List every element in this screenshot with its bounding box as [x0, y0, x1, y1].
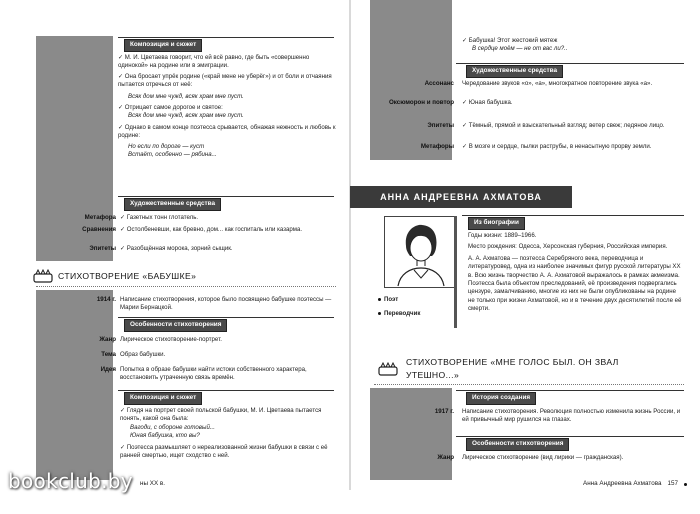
author-portrait-icon [384, 216, 456, 288]
footer-dot [684, 483, 687, 486]
paragraph: ✓ Отрицает самое дорогое и святое: [118, 104, 223, 112]
row-text: Чередование звуков «о», «а», многократное повторение звука «а». [462, 80, 653, 87]
label-theme: Тема [101, 351, 116, 358]
footer-author: Анна Андреевна Ахматова [583, 479, 662, 487]
year-label: 1917 г. [434, 408, 454, 415]
row-text: ✓ Юная бабушка. [462, 99, 513, 106]
divider [118, 37, 334, 38]
section-heading: Художественные средства [124, 198, 221, 211]
paragraph: ✓ Глядя на портрет своей польской бабушки, М. И. Цветаева пытается понять, какой она была: [120, 407, 322, 423]
row-text: Лирическое стихотворение (вид лирики — гражданская). [462, 454, 624, 461]
label-idea: Идея [100, 366, 116, 373]
row-text: Написание стихотворения. Революция полностью изменила жизнь России, и ей привычный мир рушился на глазах. [462, 408, 681, 424]
divider [462, 215, 684, 216]
composition-block-2 [120, 407, 334, 460]
label-epithets: Эпитеты [427, 122, 454, 129]
divider [456, 390, 684, 391]
row-text: ✓ Тёмный, прямой и взыскательный взгляд; ветер свеж; ледяное лицо. [462, 122, 665, 129]
role-label: Переводчик [384, 310, 421, 317]
row-text: ✓ Разобщённая морока, зорний сыщик. [120, 245, 233, 252]
poem-icon [33, 269, 53, 283]
quote: Но если по дороге — куст [128, 142, 205, 150]
quote: Встаёт, особенно — рябина... [128, 151, 217, 159]
section-heading: Композиция и сюжет [124, 392, 202, 405]
left-page [0, 0, 350, 490]
section-heading: История создания [466, 392, 536, 405]
section-heading: Композиция и сюжет [124, 39, 202, 52]
role-label: Поэт [384, 296, 399, 303]
page-number: 157 [667, 479, 678, 487]
label-epithets: Эпитеты [89, 245, 116, 252]
divider [456, 63, 684, 64]
poem-title: СТИХОТВОРЕНИЕ «БАБУШКЕ» [58, 271, 197, 281]
divider [456, 436, 684, 437]
right-footer [530, 478, 690, 490]
divider [118, 317, 334, 318]
author-name: АННА АНДРЕЕВНА АХМАТОВА [380, 191, 542, 202]
quote: Вагоди, с обороне готовый... [130, 423, 215, 431]
label-oxymoron: Оксюморон и повтор [388, 99, 454, 106]
bio-years: Годы жизни: 1889–1966. [468, 232, 537, 239]
paragraph: ✓ М. И. Цветаева говорит, что ей всё равно, где быть «совершенно одинокой» на родине или в эмиграции. [118, 54, 310, 70]
bio-sidebar [454, 216, 457, 328]
row-text: Написание стихотворения, которое было посвящено бабушке поэтессы — Марии Бернацкой. [120, 296, 332, 312]
top-quote: В сердце моём — не от вас ли?.. [472, 45, 568, 52]
section-heading: Художественные средства [466, 65, 563, 78]
right-page [350, 0, 700, 490]
quote: Юная бабушка, кто вы? [130, 432, 200, 440]
top-quote: ✓ Бабушка! Этот жестокий мятеж [462, 37, 558, 44]
watermark: bookclub.by [8, 469, 133, 493]
label-genre: Жанр [99, 336, 116, 343]
quote: Всяк дом мне чужд, всяк храм мне пуст. [128, 112, 244, 120]
composition-block [118, 54, 336, 159]
author-header [350, 186, 572, 208]
dotted-rule [374, 384, 684, 385]
row-text: ✓ Остолбеневши, как бревно, дом... как госпиталь или казарма. [120, 226, 303, 233]
year-label: 1914 г. [96, 296, 116, 303]
poem-icon [378, 362, 398, 376]
label-metaphors: Метафоры [420, 143, 454, 150]
footer-text: ны XX в. [140, 479, 165, 487]
divider [118, 196, 334, 197]
role-translator [378, 310, 448, 318]
section-heading: Особенности стихотворения [466, 438, 569, 451]
left-footer [140, 478, 200, 490]
biography-block [468, 232, 684, 314]
bio-place: Место рождения: Одесса, Херсонская губерния, Российская империя. [468, 243, 668, 251]
row-text: Лирическое стихотворение-портрет. [120, 336, 222, 343]
divider [118, 390, 334, 391]
label-comparison: Сравнения [82, 226, 116, 233]
label-assonance: Ассонанс [424, 80, 454, 87]
label-genre: Жанр [437, 454, 454, 461]
poem-title-line2: УТЕШНО...» [406, 370, 460, 380]
role-poet [378, 296, 448, 304]
row-text: ✓ В мозге и сердце, пылки раструбы, в ненасытную прорву земли. [462, 143, 652, 150]
quote: Всяк дом мне чужд, всяк храм мне пуст. [128, 92, 244, 100]
row-text: Образ бабушки. [120, 351, 166, 358]
label-metaphor: Метафора [84, 214, 116, 221]
row-text: Попытка в образе бабушки найти истоки собственного характера, восстановить утраченную связь времён. [120, 366, 307, 382]
paragraph: ✓ Она бросает упрёк родине («край мене не уберёг») и от боли и отчаяния пытается отречься от неё: [118, 72, 332, 89]
row-text: ✓ Газетных тонн глотатель. [120, 214, 199, 221]
right-sidebar-bottom [370, 388, 452, 480]
dotted-rule [36, 286, 336, 287]
section-heading: Из биографии [468, 217, 525, 230]
paragraph: ✓ Однако в самом конце поэтесса срывается, обнажая нежность и любовь к родине: [118, 123, 336, 140]
paragraph: ✓ Поэтесса размышляет о нереализованной жизни бабушки в связи с её ранней смертью, ищет сходство с ней. [120, 443, 328, 460]
poem-title-line1: СТИХОТВОРЕНИЕ «МНЕ ГОЛОС БЫЛ. ОН ЗВАЛ [406, 357, 619, 367]
left-sidebar-bottom [36, 290, 113, 480]
section-heading: Особенности стихотворения [124, 319, 227, 332]
bio-text: А. А. Ахматова — поэтесса Серебряного века, переводчица и литературовед, одна из наиболее значимых фигур русской литературы XX в. Всю жизнь творчество А. А. Ахматовой выражалось в рамках акмеизма. Поэтесса была объектом преследований, её произведения подвергались цензуре, замалчиванию, многие из них не были опубликованы на родине не только при жизни Ахматовой, но и в течение двух десятилетий после её смерти. [468, 254, 682, 313]
